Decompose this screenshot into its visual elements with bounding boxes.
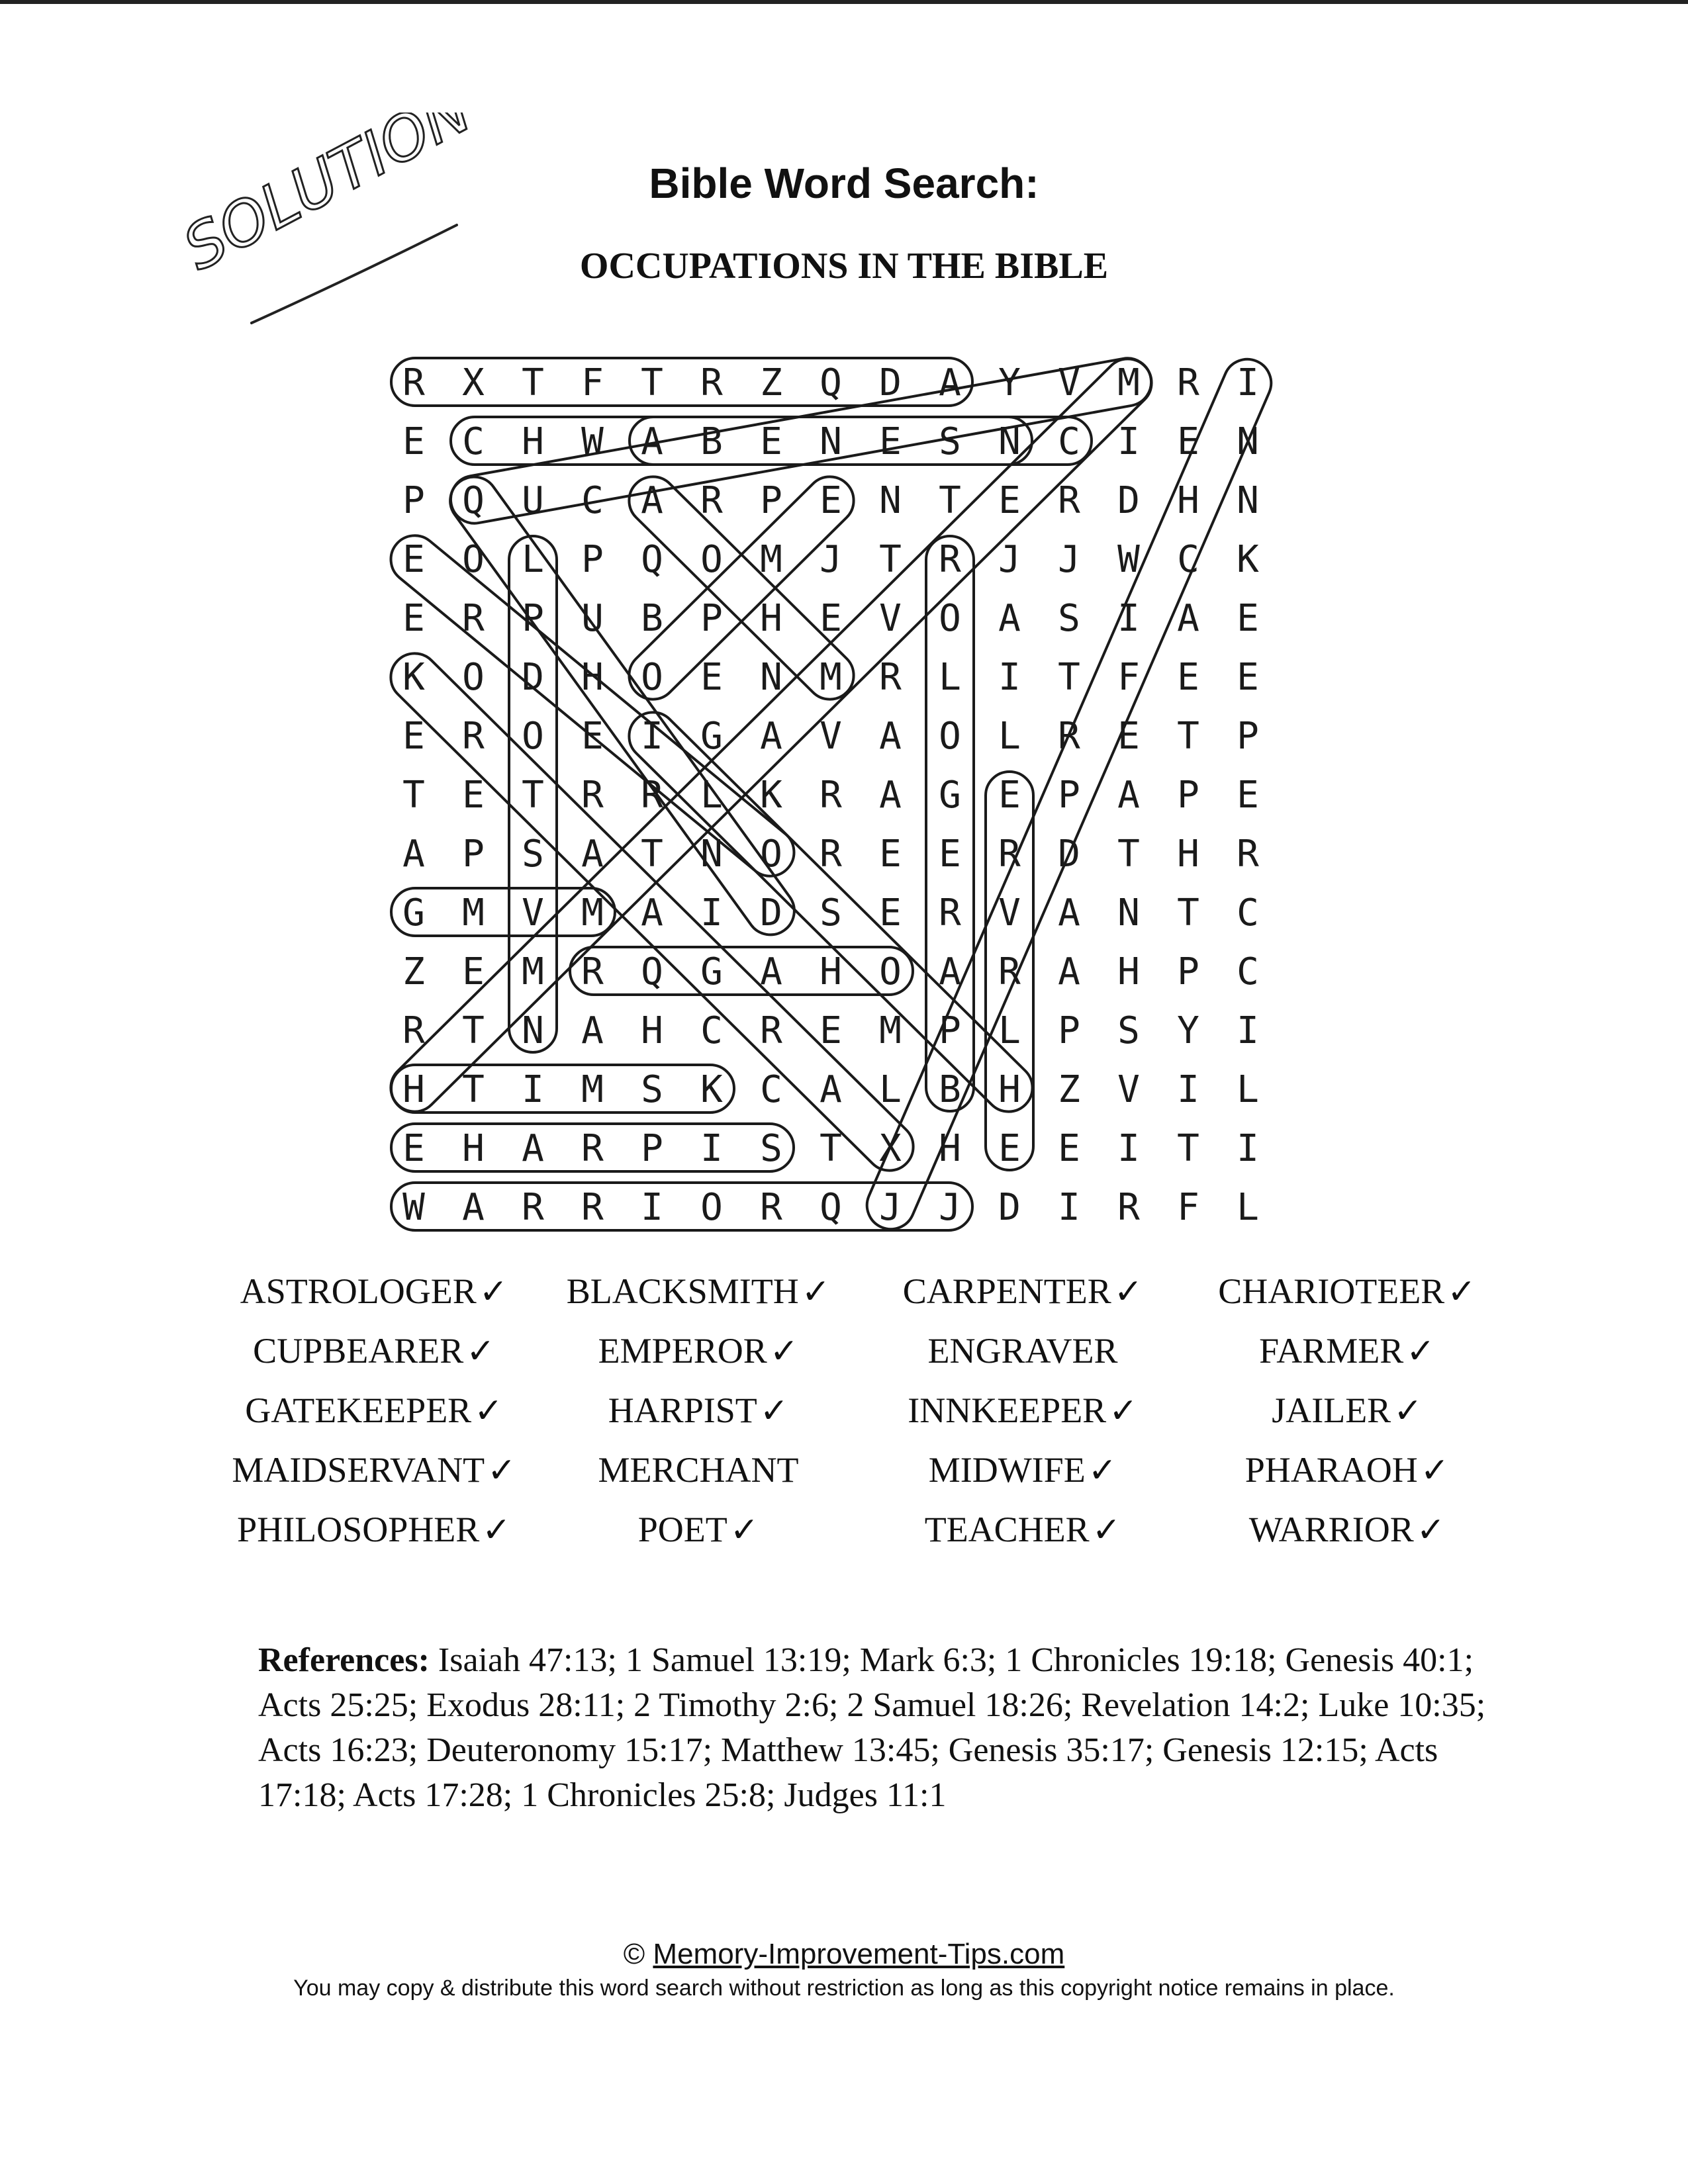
grid-letter: E (998, 774, 1021, 817)
references (258, 1638, 1509, 1818)
grid-letter: K (1237, 538, 1259, 581)
word-list-item (212, 1390, 536, 1431)
grid-letter: B (700, 420, 723, 463)
word-text: POET (637, 1510, 727, 1549)
grid-letter: J (879, 1186, 902, 1229)
word-list-item (861, 1390, 1185, 1431)
grid-letter: D (879, 361, 902, 404)
references-label: References: (258, 1641, 430, 1679)
grid-letter: R (939, 538, 961, 581)
grid-letter: R (1058, 479, 1080, 522)
grid-letter: E (820, 1009, 842, 1052)
check-mark-icon: ✓ (1088, 1451, 1117, 1490)
grid-letter: R (581, 774, 604, 817)
grid-letter: P (581, 538, 604, 581)
check-mark-icon: ✓ (1447, 1272, 1476, 1312)
grid-letter: I (522, 1068, 544, 1111)
grid-letter: M (581, 891, 604, 934)
grid-letter: P (1237, 715, 1259, 758)
grid-letter: C (1237, 891, 1259, 934)
grid-letter: C (700, 1009, 723, 1052)
grid-letter: A (581, 1009, 604, 1052)
word-list-item (1185, 1330, 1509, 1371)
grid-letter: Q (820, 1186, 842, 1229)
grid-letter: P (760, 479, 782, 522)
grid-letter: N (820, 420, 842, 463)
grid-letter: E (1117, 715, 1140, 758)
grid-letter: R (879, 656, 902, 699)
grid-letter: L (1237, 1186, 1259, 1229)
grid-letter: E (820, 479, 842, 522)
grid-letter: H (522, 420, 544, 463)
grid-letter: P (402, 479, 425, 522)
word-list-item (1185, 1509, 1509, 1550)
word-list-item (1185, 1449, 1509, 1490)
grid-letter: L (939, 656, 961, 699)
grid-letter: E (760, 420, 782, 463)
word-text: MIDWIFE (928, 1450, 1086, 1490)
page-title: Bible Word Search: (649, 159, 1039, 207)
word-text: ENGRAVER (927, 1331, 1118, 1371)
grid-letter: C (581, 479, 604, 522)
grid-letter: N (998, 420, 1021, 463)
grid-letter: Y (998, 361, 1021, 404)
grid-letter: R (700, 479, 723, 522)
grid-letter: A (1177, 597, 1199, 640)
word-list-item (861, 1449, 1185, 1490)
grid-letter: R (522, 1186, 544, 1229)
grid-letter: N (1237, 420, 1259, 463)
grid-letter: S (820, 891, 842, 934)
grid-letter: E (1237, 774, 1259, 817)
grid-letter: Z (760, 361, 782, 404)
check-mark-icon: ✓ (1406, 1332, 1435, 1371)
grid-letter: T (641, 833, 663, 876)
references-text: Isaiah 47:13; 1 Samuel 13:19; Mark 6:3; 1 Chronicles 19:18; Genesis 40:1; Acts 25:25; Exodus 28:11; 2 Timothy 2:6; 2 Samuel 18:26; Revelation 14:2; Luke 10:35; Acts 16:23; Deuteronomy 15:17; Matthew 13:45; Genesis 35:17; Genesis 12:15; Acts 17:18; Acts 17:28; 1 Chronicles 25:8; Judges 11:1 (258, 1641, 1486, 1814)
grid-letter: A (402, 833, 425, 876)
check-mark-icon: ✓ (1393, 1391, 1423, 1431)
grid-letter: J (939, 1186, 961, 1229)
grid-letter: C (1058, 420, 1080, 463)
word-text: FARMER (1259, 1331, 1404, 1371)
grid-letter: E (1237, 597, 1259, 640)
check-mark-icon: ✓ (769, 1332, 799, 1371)
grid-letter: W (402, 1186, 425, 1229)
grid-letter: K (700, 1068, 723, 1111)
grid-letter: I (641, 715, 663, 758)
grid-letter: V (522, 891, 544, 934)
grid-letter: O (700, 1186, 723, 1229)
grid-letter: T (1117, 833, 1140, 876)
grid-letter: A (939, 950, 961, 993)
grid-letter: T (1177, 1127, 1199, 1170)
grid-letter: I (1117, 420, 1140, 463)
grid-letter: A (1058, 950, 1080, 993)
grid-letter: R (1237, 833, 1259, 876)
grid-letter: V (820, 715, 842, 758)
grid-letter: L (700, 774, 723, 817)
grid-letter: I (1237, 1009, 1259, 1052)
grid-letter: H (998, 1068, 1021, 1111)
grid-letter: O (939, 715, 961, 758)
grid-letter: E (402, 715, 425, 758)
grid-letter: U (522, 479, 544, 522)
grid-letter: H (939, 1127, 961, 1170)
grid-letter: A (641, 420, 663, 463)
grid-letter: F (1117, 656, 1140, 699)
grid-letter: D (1117, 479, 1140, 522)
grid-letter: V (1058, 361, 1080, 404)
grid-letter: A (998, 597, 1021, 640)
word-list-item (861, 1271, 1185, 1312)
grid-letter: N (1237, 479, 1259, 522)
grid-letter: A (641, 891, 663, 934)
check-mark-icon: ✓ (474, 1391, 503, 1431)
grid-letter: I (1237, 361, 1259, 404)
grid-letter: E (939, 833, 961, 876)
check-mark-icon: ✓ (1109, 1391, 1138, 1431)
check-mark-icon: ✓ (1113, 1272, 1143, 1312)
grid-letter: E (879, 891, 902, 934)
grid-letter: S (1058, 597, 1080, 640)
grid-letter: B (939, 1068, 961, 1111)
grid-letter: T (462, 1068, 485, 1111)
grid-letter: J (998, 538, 1021, 581)
grid-letter: G (402, 891, 425, 934)
grid-letter: R (998, 833, 1021, 876)
word-list-item (536, 1390, 861, 1431)
check-mark-icon: ✓ (1420, 1451, 1450, 1490)
word-list-item (536, 1330, 861, 1371)
grid-letter: E (700, 656, 723, 699)
check-mark-icon: ✓ (482, 1510, 511, 1550)
grid-letter: B (641, 597, 663, 640)
grid-letter: V (1117, 1068, 1140, 1111)
check-mark-icon: ✓ (759, 1391, 789, 1431)
grid-letter: N (700, 833, 723, 876)
grid-letter: R (1058, 715, 1080, 758)
grid-letter: D (1058, 833, 1080, 876)
grid-letter: L (522, 538, 544, 581)
grid-letter: I (1237, 1127, 1259, 1170)
grid-letter: T (641, 361, 663, 404)
grid-letter: V (998, 891, 1021, 934)
word-list-item (861, 1330, 1185, 1371)
grid-letter: H (581, 656, 604, 699)
word-text: MERCHANT (598, 1450, 799, 1490)
grid-letter: O (760, 833, 782, 876)
word-text: GATEKEEPER (245, 1390, 472, 1430)
grid-letter: T (522, 361, 544, 404)
word-list-item (536, 1449, 861, 1490)
word-text: JAILER (1272, 1390, 1391, 1430)
grid-letter: N (522, 1009, 544, 1052)
grid-letter: E (402, 1127, 425, 1170)
word-text: WARRIOR (1248, 1510, 1414, 1549)
grid-letter: Q (462, 479, 485, 522)
grid-letter: C (462, 420, 485, 463)
grid-letter: E (998, 479, 1021, 522)
grid-letter: H (1117, 950, 1140, 993)
word-text: HARPIST (608, 1390, 757, 1430)
grid-letter: O (641, 656, 663, 699)
grid-letter: P (1058, 1009, 1080, 1052)
grid-letter: A (879, 715, 902, 758)
grid-letter: I (1058, 1186, 1080, 1229)
grid-letter: H (1177, 833, 1199, 876)
grid-letter: H (641, 1009, 663, 1052)
grid-letter: H (760, 597, 782, 640)
grid-letter: A (462, 1186, 485, 1229)
solution-loop (447, 355, 1155, 527)
grid-letter: E (402, 420, 425, 463)
grid-letter: N (879, 479, 902, 522)
grid-letter: O (462, 656, 485, 699)
grid-letter: A (1058, 891, 1080, 934)
check-mark-icon: ✓ (1092, 1510, 1121, 1550)
grid-letter: E (879, 833, 902, 876)
grid-letter: R (1117, 1186, 1140, 1229)
grid-letter: U (581, 597, 604, 640)
word-text: INNKEEPER (908, 1390, 1107, 1430)
grid-letter: K (760, 774, 782, 817)
grid-letter: O (522, 715, 544, 758)
grid-letter: P (522, 597, 544, 640)
grid-letter: P (1177, 950, 1199, 993)
grid-letter: I (1177, 1068, 1199, 1111)
word-text: EMPEROR (598, 1331, 767, 1371)
grid-letter: R (581, 1127, 604, 1170)
word-list-item (1185, 1271, 1509, 1312)
grid-letter: S (1117, 1009, 1140, 1052)
grid-letter: Z (1058, 1068, 1080, 1111)
word-text: TEACHER (924, 1510, 1090, 1549)
grid-letter: T (462, 1009, 485, 1052)
grid-letter: T (522, 774, 544, 817)
grid-letter: Q (641, 538, 663, 581)
word-list-item (536, 1271, 861, 1312)
grid-letter: Z (402, 950, 425, 993)
grid-letter: R (402, 361, 425, 404)
grid-letter: L (998, 715, 1021, 758)
word-text: CARPENTER (902, 1271, 1111, 1311)
grid-letter: P (939, 1009, 961, 1052)
grid-letter: R (998, 950, 1021, 993)
grid-letter: I (1117, 597, 1140, 640)
grid-letter: E (1177, 656, 1199, 699)
page-subtitle: OCCUPATIONS IN THE BIBLE (579, 246, 1109, 287)
grid-letter: F (1177, 1186, 1199, 1229)
grid-letter: E (581, 715, 604, 758)
grid-letter: P (1177, 774, 1199, 817)
grid-letter: E (402, 597, 425, 640)
grid-letter: K (402, 656, 425, 699)
check-mark-icon: ✓ (1416, 1510, 1446, 1550)
grid-letter: E (462, 950, 485, 993)
grid-letter: J (1058, 538, 1080, 581)
solution-loop (441, 467, 804, 944)
grid-letter: I (1117, 1127, 1140, 1170)
grid-letter: M (760, 538, 782, 581)
word-list-item (212, 1330, 536, 1371)
grid-letter: I (998, 656, 1021, 699)
grid-letter: A (820, 1068, 842, 1111)
solution-loop (570, 947, 913, 995)
grid-letter: W (1117, 538, 1140, 581)
grid-letter: D (760, 891, 782, 934)
grid-letter: A (581, 833, 604, 876)
grid-letter: R (1177, 361, 1199, 404)
grid-letter: R (760, 1186, 782, 1229)
grid-letter: E (879, 420, 902, 463)
grid-letter: M (462, 891, 485, 934)
grid-letter: E (462, 774, 485, 817)
grid-letter: R (462, 715, 485, 758)
grid-letter: W (581, 420, 604, 463)
grid-letter: R (939, 891, 961, 934)
word-list-item (212, 1271, 536, 1312)
word-text: PHARAOH (1244, 1450, 1418, 1490)
grid-letter: S (641, 1068, 663, 1111)
grid-letter: T (1058, 656, 1080, 699)
grid-letter: I (700, 891, 723, 934)
grid-letter: S (760, 1127, 782, 1170)
grid-letter: A (939, 361, 961, 404)
grid-letter: R (581, 950, 604, 993)
handwritten-solution-text: SOLUTION (179, 113, 483, 285)
grid-letter: G (700, 715, 723, 758)
grid-letter: P (462, 833, 485, 876)
grid-letter: N (760, 656, 782, 699)
grid-letter: O (462, 538, 485, 581)
word-text: ASTROLOGER (240, 1271, 477, 1311)
copyright-notice: You may copy & distribute this word search without restriction as long as this copyright notice remains in place. (293, 1976, 1395, 2001)
grid-letter: H (402, 1068, 425, 1111)
word-text: BLACKSMITH (566, 1271, 799, 1311)
check-mark-icon: ✓ (801, 1272, 831, 1312)
grid-letter: M (522, 950, 544, 993)
grid-letter: R (820, 833, 842, 876)
grid-letter: T (820, 1127, 842, 1170)
grid-letter: C (760, 1068, 782, 1111)
solution-loop (391, 1065, 734, 1113)
grid-letter: F (581, 361, 604, 404)
grid-letter: T (1177, 891, 1199, 934)
grid-letter: R (581, 1186, 604, 1229)
site-link[interactable]: Memory-Improvement-Tips.com (653, 1938, 1065, 1970)
grid-letter: C (1237, 950, 1259, 993)
grid-letter: O (879, 950, 902, 993)
grid-letter: Q (641, 950, 663, 993)
grid-letter: T (939, 479, 961, 522)
grid-letter: P (700, 597, 723, 640)
grid-letter: R (820, 774, 842, 817)
word-text: CUPBEARER (253, 1331, 464, 1371)
grid-letter: H (820, 950, 842, 993)
grid-letter: D (522, 656, 544, 699)
word-list-item (212, 1449, 536, 1490)
word-list-item (861, 1509, 1185, 1550)
grid-letter: D (998, 1186, 1021, 1229)
grid-letter: A (1117, 774, 1140, 817)
grid-letter: X (462, 361, 485, 404)
grid-letter: R (462, 597, 485, 640)
check-mark-icon: ✓ (479, 1272, 508, 1312)
grid-letter: J (820, 538, 842, 581)
word-list-item (1185, 1390, 1509, 1431)
copyright-line (0, 1938, 1688, 1971)
grid-letter: R (760, 1009, 782, 1052)
word-text: CHARIOTEER (1218, 1271, 1445, 1311)
grid-letter: Y (1177, 1009, 1199, 1052)
grid-letter: A (760, 715, 782, 758)
grid-letter: N (1117, 891, 1140, 934)
grid-letter: E (820, 597, 842, 640)
grid-letter: T (1177, 715, 1199, 758)
grid-letter: E (998, 1127, 1021, 1170)
grid-letter: P (641, 1127, 663, 1170)
grid-letter: M (581, 1068, 604, 1111)
grid-letter: X (879, 1127, 902, 1170)
grid-letter: T (402, 774, 425, 817)
grid-letter: L (998, 1009, 1021, 1052)
grid-letter: A (879, 774, 902, 817)
grid-letter: M (1117, 361, 1140, 404)
grid-letter: T (879, 538, 902, 581)
grid-letter: R (700, 361, 723, 404)
word-text: MAIDSERVANT (232, 1450, 485, 1490)
grid-letter: O (939, 597, 961, 640)
check-mark-icon: ✓ (466, 1332, 495, 1371)
check-mark-icon: ✓ (729, 1510, 759, 1550)
grid-letter: I (641, 1186, 663, 1229)
check-mark-icon: ✓ (487, 1451, 516, 1490)
grid-letter: V (879, 597, 902, 640)
grid-letter: P (1058, 774, 1080, 817)
grid-letter: E (402, 538, 425, 581)
copyright-symbol: © (623, 1938, 645, 1970)
grid-letter: E (1237, 656, 1259, 699)
grid-letter: S (939, 420, 961, 463)
grid-letter: O (700, 538, 723, 581)
grid-letter: H (462, 1127, 485, 1170)
word-text: PHILOSOPHER (237, 1510, 480, 1549)
grid-letter: G (700, 950, 723, 993)
grid-letter: L (879, 1068, 902, 1111)
grid-letter: A (641, 479, 663, 522)
grid-letter: M (879, 1009, 902, 1052)
grid-letters (402, 361, 1259, 1229)
grid-letter: Q (820, 361, 842, 404)
word-list-item (212, 1509, 536, 1550)
grid-letter: R (641, 774, 663, 817)
grid-letter: I (700, 1127, 723, 1170)
grid-letter: G (939, 774, 961, 817)
grid-letter: L (1237, 1068, 1259, 1111)
word-list (212, 1271, 1509, 1575)
grid-letter: A (760, 950, 782, 993)
grid-letter: E (1058, 1127, 1080, 1170)
grid-letter: C (1177, 538, 1199, 581)
word-list-item (536, 1509, 861, 1550)
grid-letter: H (1177, 479, 1199, 522)
grid-letter: E (1177, 420, 1199, 463)
grid-letter: R (402, 1009, 425, 1052)
grid-letter: M (820, 656, 842, 699)
grid-letter: S (522, 833, 544, 876)
grid-letter: A (522, 1127, 544, 1170)
